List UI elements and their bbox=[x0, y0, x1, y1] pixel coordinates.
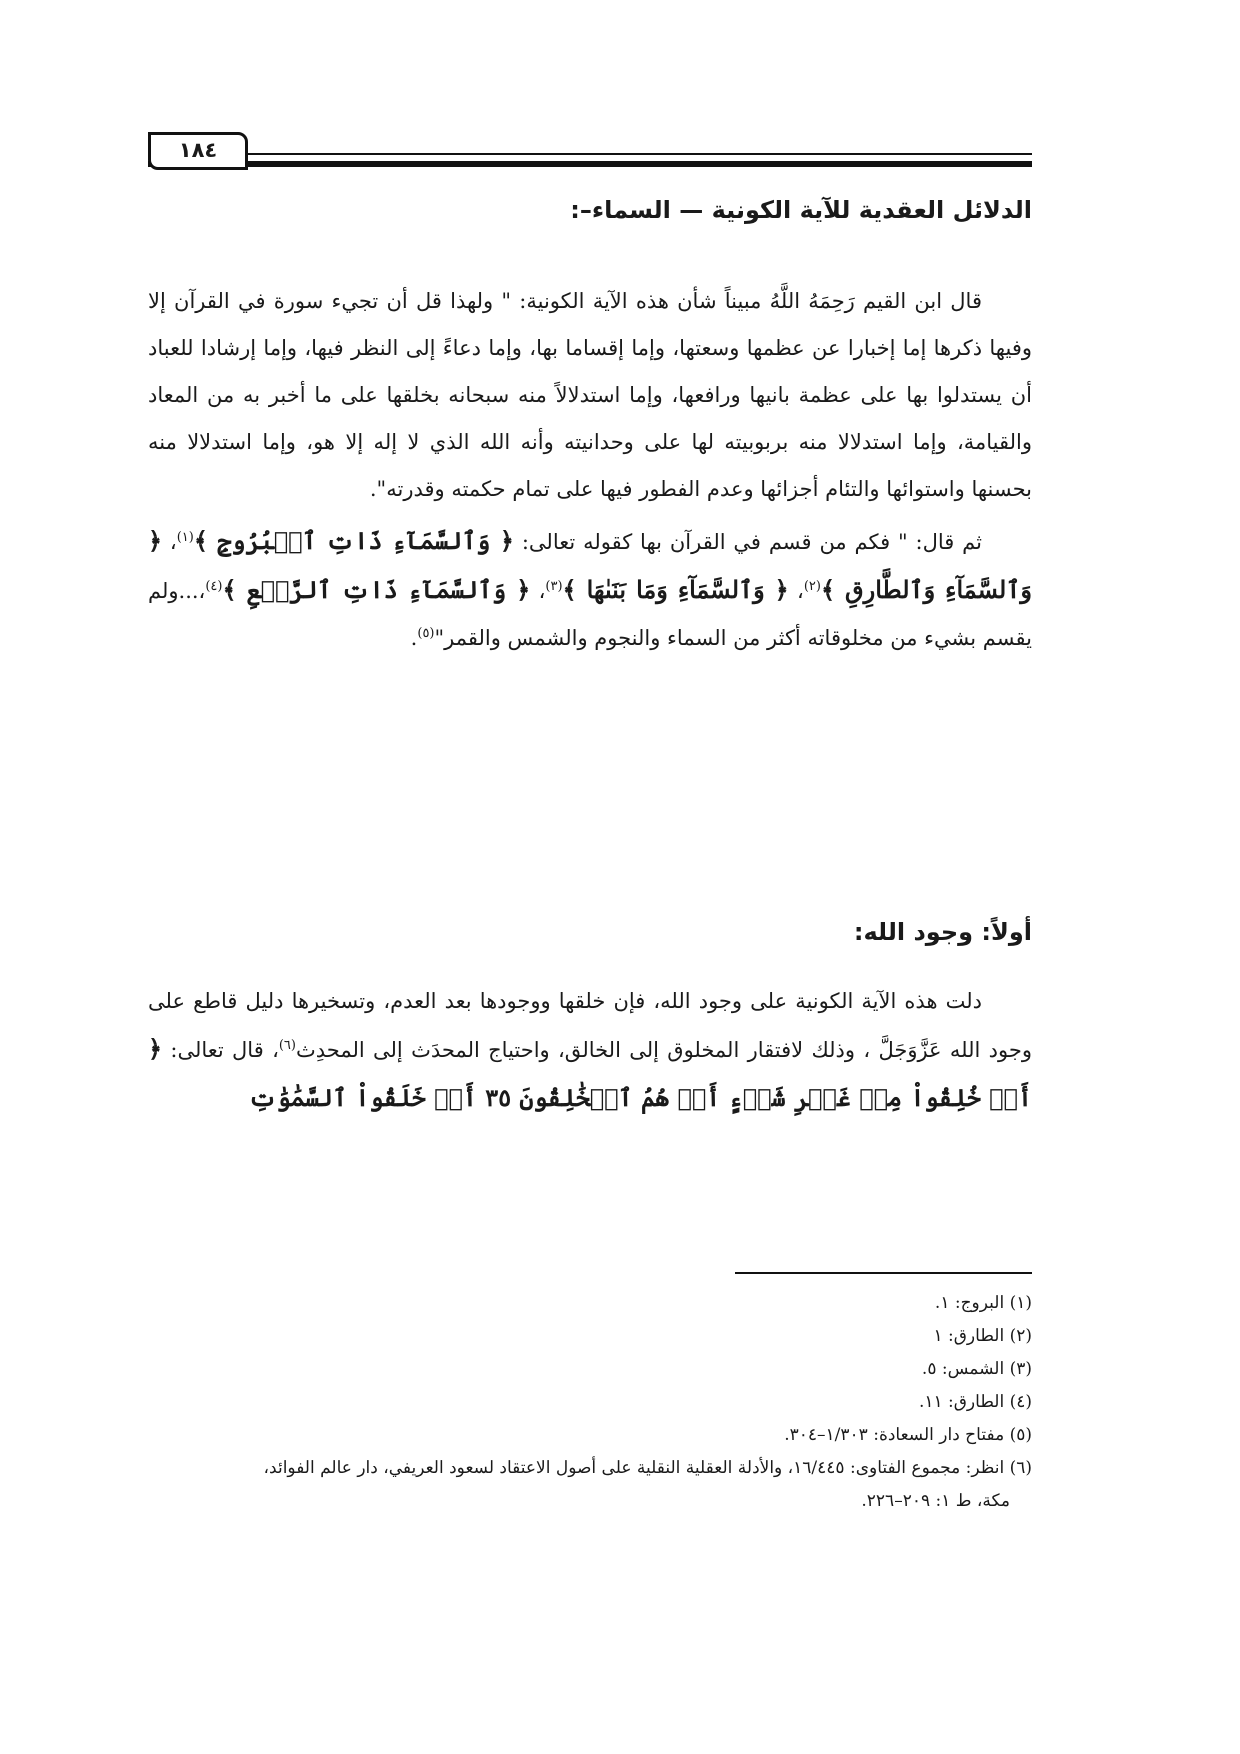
quran-verse-tur: ﴿ أَمۡ خُلِقُواْ مِنۡ غَيۡرِ شَيۡءٍ أَمۡ هُمُ ٱلۡخَٰلِقُونَ ٣٥ أَمۡ خَلَقُواْ ٱلسَّمَٰوَٰتِ bbox=[148, 1034, 1032, 1112]
quran-verse-shams: ﴿ وَٱلسَّمَآءِ وَمَا بَنَىٰهَا ﴾ bbox=[562, 575, 789, 604]
separator: ، bbox=[530, 579, 546, 603]
footnote-3: (٣) الشمس: ٥. bbox=[921, 1359, 1032, 1379]
separator: ، bbox=[788, 579, 804, 603]
verse-intro-text: ، قال تعالى: bbox=[162, 1038, 279, 1062]
ibn-qayyim-quote-paragraph: قال ابن القيم رَحِمَهُ اللَّهُ مبيناً شأن هذه الآية الكونية: " ولهذا قل أن تجيء سورة في القرآن إلا وفيها ذكرها إما إخبارا عن عظمها وسعتها، وإما إقساما بها، وإما دعاءً إلى النظر فيها، وإما إرشادا للعباد أن يستدلوا بها على عظمة بانيها ورافعها، وإما استدلالاً منه سبحانه بخلقها على ما أخبر به من المعاد والقيامة، وإما استدلالا منه بربوبيته لها على وحدانيته وأنه الله الذي لا إله إلا هو، وإما استدلالا منه بحسنها واستوائها والتئام أجزائها وعدم الفطور فيها على تمام حكمته وقدرته". bbox=[148, 289, 1032, 501]
section-heading-celestial-evidence: الدلائل العقدية للآية الكونية — السماء–: bbox=[570, 196, 1032, 224]
footnote-6: (٦) انظر: مجموع الفتاوى: ١٦/٤٤٥، والأدلة العقلية النقلية على أصول الاعتقاد لسعود العريفي، دار عالم الفوائد، bbox=[263, 1458, 1032, 1478]
page-number: ١٨٤ bbox=[148, 132, 248, 170]
oath-conclusion-text: ،...ولم يقسم بشيء من مخلوقاته أكثر من السماء والنجوم والشمس والقمر" bbox=[148, 579, 1032, 650]
oath-verses-paragraph bbox=[148, 517, 1032, 662]
page-header bbox=[148, 126, 1032, 166]
footnote-ref-6: (٦) bbox=[278, 1038, 296, 1053]
footnote-separator bbox=[735, 1272, 1032, 1274]
header-rule-thin bbox=[248, 153, 1032, 155]
footnote-ref-4: (٤) bbox=[205, 579, 223, 594]
quran-verse-buruj: ﴿ وَٱلسَّمَآءِ ذَاتِ ٱلۡبُرُوجِ ﴾ bbox=[193, 526, 514, 555]
period: . bbox=[410, 626, 418, 650]
footnote-2: (٢) الطارق: ١ bbox=[933, 1326, 1032, 1346]
footnote-6-continuation: مكة، ط ١: ٢٠٩–٢٢٦. bbox=[861, 1491, 1010, 1511]
section1-body bbox=[148, 278, 1032, 662]
footnote-1: (١) البروج: ١. bbox=[934, 1293, 1032, 1313]
footnote-4: (٤) الطارق: ١١. bbox=[918, 1392, 1032, 1412]
footnote-ref-2: (٢) bbox=[803, 579, 821, 594]
footnote-ref-1: (١) bbox=[176, 530, 194, 545]
existence-argument-paragraph bbox=[148, 978, 1032, 1123]
footnotes bbox=[148, 1287, 1032, 1518]
section2-body bbox=[148, 978, 1032, 1123]
footnote-ref-3: (٣) bbox=[545, 579, 563, 594]
separator: ، bbox=[162, 530, 177, 554]
existence-argument-text: دلت هذه الآية الكونية على وجود الله، فإن خلقها ووجودها بعد العدم، وتسخيرها دليل قاطع على وجود الله عَزَّوَجَلَّ ، وذلك لافتقار المخلوق إلى الخالق، واحتياج المحدَث إلى المحدِث bbox=[148, 989, 1032, 1062]
footnote-5: (٥) مفتاح دار السعادة: ١/٣٠٣–٣٠٤. bbox=[784, 1425, 1032, 1445]
quran-verse-tariq: ﴿ وَٱلسَّمَآءِ وَٱلطَّارِقِ ﴾ bbox=[148, 526, 1033, 604]
footnote-ref-5: (٥) bbox=[417, 626, 435, 641]
section-heading-existence-of-god: أولاً: وجود الله: bbox=[853, 918, 1032, 946]
header-rule-thick bbox=[148, 161, 1032, 167]
quran-verse-tariq-11: ﴿ وَٱلسَّمَآءِ ذَاتِ ٱلرَّجۡعِ ﴾ bbox=[222, 575, 531, 604]
oath-intro-text: ثم قال: " فكم من قسم في القرآن بها كقوله تعالى: bbox=[513, 530, 983, 554]
